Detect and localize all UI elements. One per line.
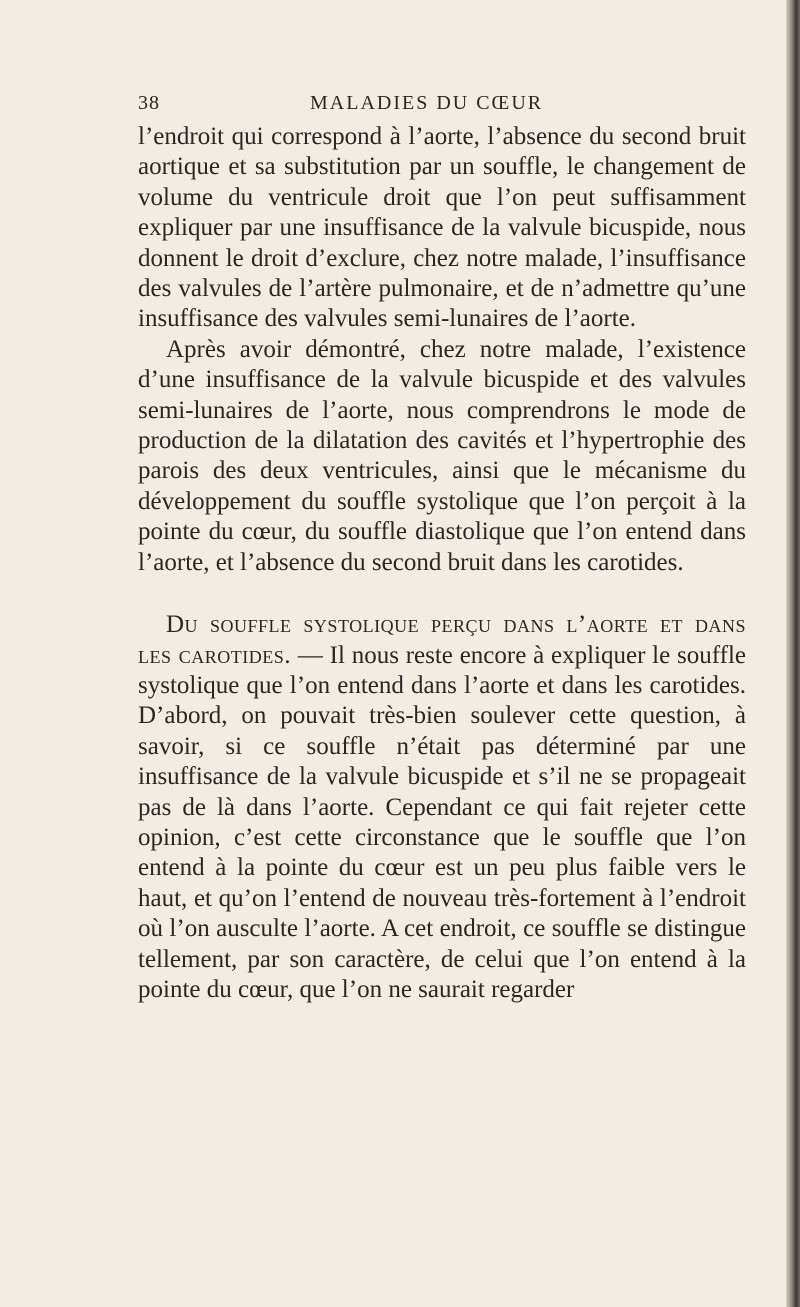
section-text: — Il nous reste encore à expliquer le souffle systolique que l’on entend dans l’aorte et dans les carotides. D’abord, on pouvait très-bien soulever cette question, à savoir, si ce souffle n’était pas déterminé par une insuffisance de la valvule bicuspide et s’il ne se propageait pas de là dans l’aorte. Cependant ce qui fait rejeter cette opinion, c’est cette circonstance que le souffle que l’on entend à la pointe du cœur est un peu plus faible vers le haut, et qu’on l’entend de nouveau très-fortement à l’endroit où l’on ausculte l’aorte. A cet endroit, ce souffle se distingue tellement, par son caractère, de celui que l’on entend à la pointe du cœur, que l’on ne saurait regarder	[138, 641, 746, 1003]
body-text	[138, 122, 746, 1005]
page-edge-shadow	[786, 0, 800, 1307]
page-number: 38	[138, 92, 160, 114]
running-header	[138, 92, 708, 122]
section-heading: Du souffle systolique perçu dans l’aorte et dans les carotides.	[138, 611, 746, 669]
running-title: MALADIES DU CŒUR	[310, 92, 544, 114]
paragraph-continuation: l’endroit qui correspond à l’aorte, l’absence du second bruit aortique et sa substitution par un souffle, le changement de volume du ventricule droit que l’on peut suffisamment expliquer par une insuffisance de la valvule bicuspide, nous donnent le droit d’exclure, chez notre malade, l’insuffisance des valvules de l’artère pulmonaire, et de n’admettre qu’une insuffisance des valvules semi-lunaires de l’aorte.	[138, 123, 746, 333]
section-paragraph	[138, 610, 746, 1005]
paragraph-apres: Après avoir démontré, chez notre malade, l’existence d’une insuffisance de la valvule bicuspide et des valvules semi-lunaires de l’aorte, nous comprendrons le mode de production de la dilatation des cavités et l’hypertrophie des parois des deux ventricules, ainsi que le mécanisme du développement du souffle systolique que l’on perçoit à la pointe du cœur, du souffle diastolique que l’on entend dans l’aorte, et l’absence du second bruit dans les carotides.	[138, 335, 746, 576]
